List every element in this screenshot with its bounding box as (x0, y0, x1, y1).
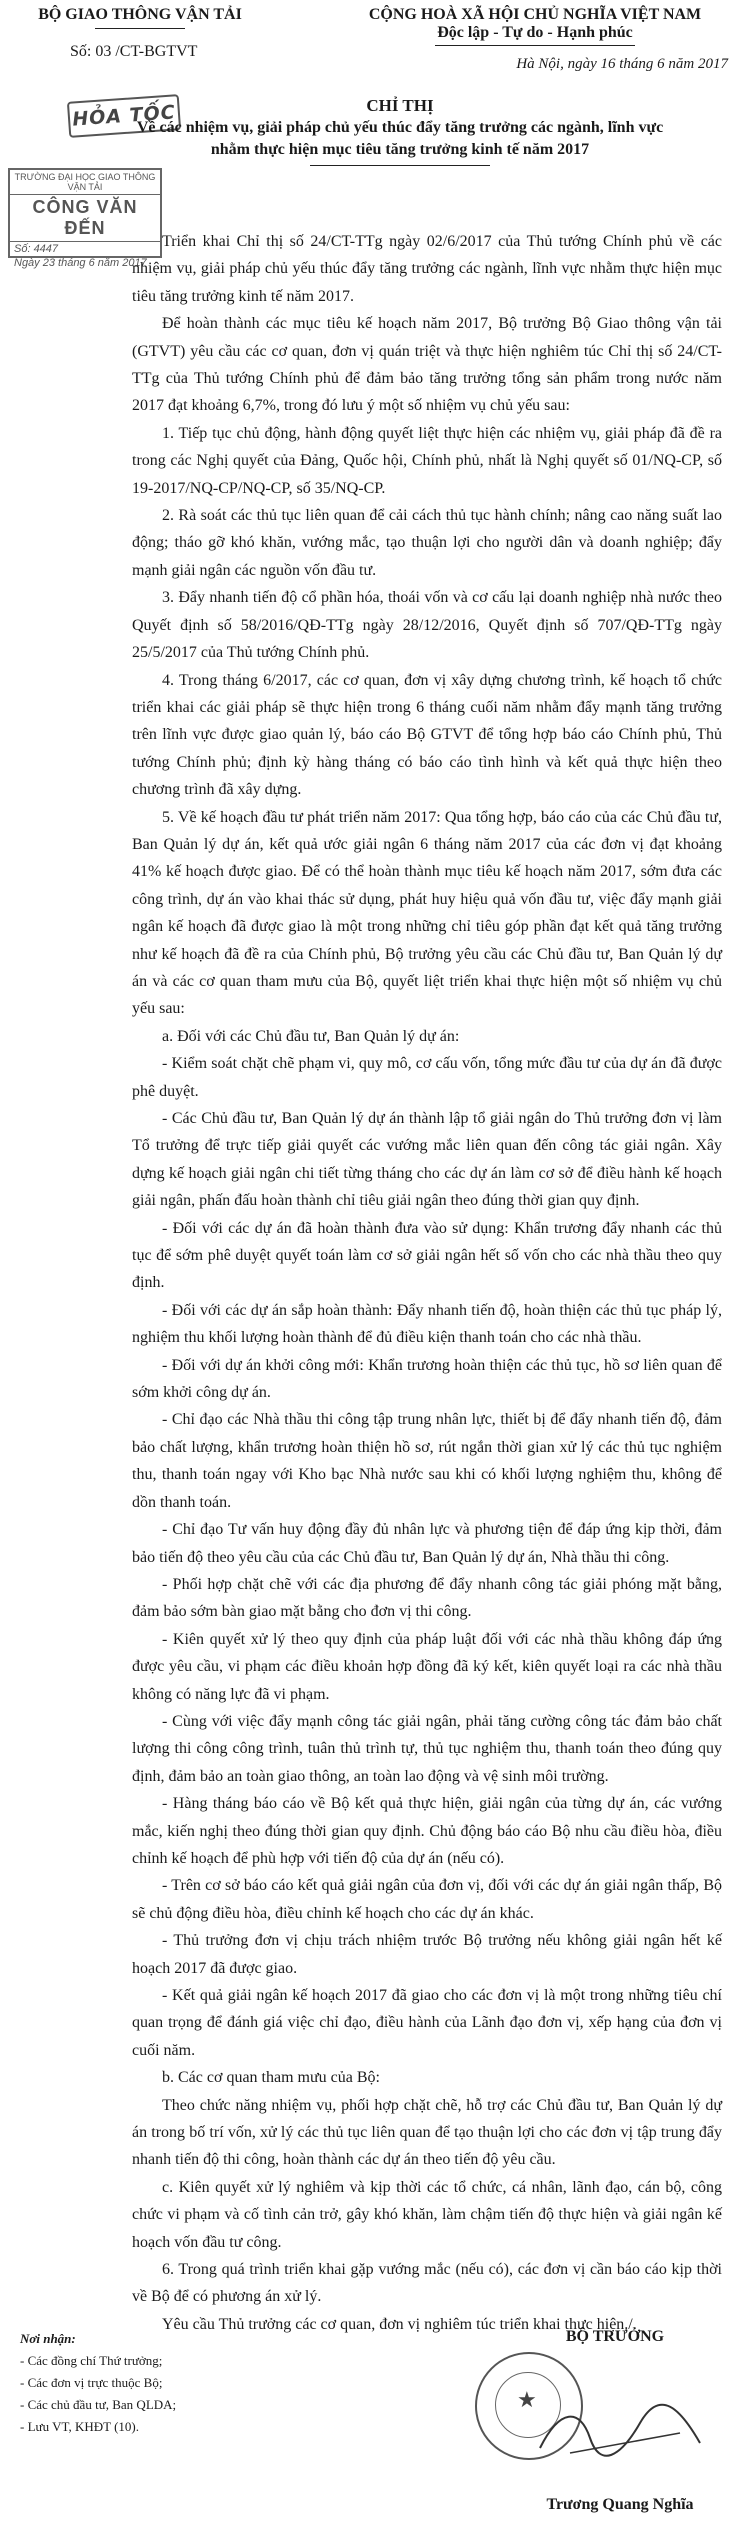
section-b-heading: b. Các cơ quan tham mưu của Bộ: (162, 2069, 380, 2087)
document-body (132, 228, 722, 2338)
bullet-paragraph: - Chỉ đạo các Nhà thầu thi công tập trung nhân lực, thiết bị để đẩy nhanh tiến độ, đảm bảo chất lượng, khẩn trương hoàn thiện hồ sơ, rút ngắn thời gian xử lý các thủ tục nghiệm thu, thanh toán ngay với Kho bạc Nhà nước sau khi có khối lượng nghiệm thu, không để dồn thanh toán. (132, 1411, 722, 1511)
closing-paragraph: Yêu cầu Thủ trưởng các cơ quan, đơn vị nghiêm túc triển khai thực hiện./. (162, 2315, 637, 2333)
received-stamp-date: Ngày 23 tháng 6 năm 2017 (14, 257, 147, 269)
header-right (330, 6, 740, 73)
document-footer (0, 2328, 750, 2526)
bullet-paragraph: - Đối với dự án khởi công mới: Khẩn trương hoàn thiện các thủ tục, hồ sơ liên quan để sớm khởi công dự án. (132, 1356, 722, 1402)
motto-divider (435, 45, 635, 46)
section-a-heading: a. Đối với các Chủ đầu tư, Ban Quản lý dự án: (162, 1027, 460, 1045)
document-date: Hà Nội, ngày 16 tháng 6 năm 2017 (516, 56, 728, 72)
received-stamp-school: TRƯỜNG ĐẠI HỌC GIAO THÔNG VẬN TẢI (10, 170, 160, 195)
recipients-block (20, 2328, 320, 2438)
bullet-paragraph: - Cùng với việc đẩy mạnh công tác giải ngân, phải tăng cường công tác đảm bảo chất lượng thi công công trình, tuân thủ trình tự, thủ tục nghiệm thu, thanh toán theo đúng quy định, đảm bảo an toàn giao thông, an toàn lao động và vệ sinh môi trường. (132, 1712, 722, 1785)
bullet-paragraph: - Hàng tháng báo cáo về Bộ kết quả thực hiện, giải ngân của từng dự án, các vướng mắc, kiến nghị theo đúng thời gian quy định. Chủ động báo cáo Bộ nhu cầu điều hòa, điều chỉnh kế hoạch để phù hợp với tiến độ của dự án (nếu có). (132, 1795, 722, 1867)
signer-role: BỘ TRƯỞNG (565, 2328, 665, 2345)
paragraph-item-3: 3. Đẩy nhanh tiến độ cổ phần hóa, thoái vốn và cơ cấu lại doanh nghiệp nhà nước theo Quyết định số 58/2016/QĐ-TTg ngày 28/12/2016, Quyết định số 707/QĐ-TTg ngày 25/5/2017 của Thủ tướng Chính phủ. (132, 589, 722, 662)
ministry-name: BỘ GIAO THÔNG VẬN TẢI (38, 6, 242, 23)
bullet-paragraph: - Phối hợp chặt chẽ với các địa phương để đẩy nhanh công tác giải phóng mặt bằng, đảm bảo sớm bàn giao mặt bằng cho đơn vị thi công. (132, 1575, 722, 1621)
recipients-heading: Nơi nhận: (20, 2331, 76, 2346)
document-type: CHỈ THỊ (366, 96, 434, 115)
received-stamp-title: CÔNG VĂN ĐẾN (10, 195, 160, 242)
paragraph-item-4: 4. Trong tháng 6/2017, các cơ quan, đơn vị xây dựng chương trình, kế hoạch tổ chức triển khai các giải pháp sẽ thực hiện trong 6 tháng cuối năm nhằm đẩy mạnh tăng trưởng trên lĩnh vực được giao quản lý, báo cáo Bộ GTVT để tổng hợp báo cáo Chính phủ, Thủ tướng Chính phủ; định kỳ hàng tháng có báo cáo tình hình và kết quả thực hiện theo chương trình đã xây dựng. (132, 671, 722, 799)
header-left (20, 6, 260, 61)
bullet-paragraph: - Đối với các dự án sắp hoàn thành: Đẩy nhanh tiến độ, hoàn thiện các thủ tục pháp lý, nghiệm thu khối lượng hoàn thành để đủ điều kiện thanh toán cho các nhà thầu. (132, 1301, 722, 1347)
subject-line-2: nhằm thực hiện mục tiêu tăng trưởng kinh tế năm 2017 (210, 141, 590, 158)
signer-name: Trương Quang Nghĩa (546, 2496, 694, 2513)
paragraph-item-6: 6. Trong quá trình triển khai gặp vướng mắc (nếu có), các đơn vị cần báo cáo kịp thời về Bộ để có phương án xử lý. (132, 2261, 722, 2306)
bullet-paragraph: - Đối với các dự án đã hoàn thành đưa vào sử dụng: Khẩn trương đẩy nhanh các thủ tục để sớm phê duyệt quyết toán làm cơ sở giải ngân hết số vốn cho các nhà thầu theo quy định. (132, 1219, 722, 1292)
bullet-paragraph: - Kiểm soát chặt chẽ phạm vi, quy mô, cơ cấu vốn, tổng mức đầu tư của dự án đã được phê duyệt. (132, 1055, 722, 1100)
recipient-item: - Lưu VT, KHĐT (10). (20, 2419, 139, 2434)
national-title: CỘNG HOÀ XÃ HỘI CHỦ NGHĨA VIỆT NAM (368, 6, 702, 23)
title-block (80, 90, 720, 166)
urgent-stamp: HỎA TỐC (67, 94, 181, 138)
bullet-paragraph: - Các Chủ đầu tư, Ban Quản lý dự án thành lập tổ giải ngân do Thủ trưởng đơn vị làm Tổ trưởng để trực tiếp giải quyết các vướng mắc liên quan đến công tác giải ngân. Xây dựng kế hoạch giải ngân chi tiết từng tháng cho các dự án làm cơ sở để điều hành kế hoạch giải ngân, phấn đấu hoàn thành chỉ tiêu giải ngân theo đúng thời gian quy định. (132, 1110, 722, 1210)
section-b-paragraph: Theo chức năng nhiệm vụ, phối hợp chặt chẽ, hỗ trợ các Chủ đầu tư, Ban Quản lý dự án trong bố trí vốn, xử lý các thủ tục liên quan để tạo thuận lợi cho các đơn vị tập trung đẩy nhanh tiến độ thi công, hoàn thành các dự án theo tiến độ yêu cầu. (132, 2096, 722, 2169)
bullet-paragraph: - Thủ trưởng đơn vị chịu trách nhiệm trước Bộ trưởng nếu không giải ngân hết kế hoạch 2017 đã được giao. (132, 1932, 722, 1977)
bullet-paragraph: - Kết quả giải ngân kế hoạch 2017 đã giao cho các đơn vị là một trong những tiêu chí quan trọng để đánh giá việc chỉ đạo, điều hành của Lãnh đạo đơn vị, xếp hạng của đơn vị cuối năm. (132, 1987, 722, 2059)
document-number: Số: 03 /CT-BGTVT (70, 43, 198, 60)
paragraph-item-2: 2. Rà soát các thủ tục liên quan để cải cách thủ tục hành chính; nâng cao năng suất lao động; tháo gỡ khó khăn, vướng mắc, tạo thuận lợi cho người dân và doanh nghiệp; đẩy mạnh giải ngân các nguồn vốn đầu tư. (132, 507, 722, 579)
header-divider (95, 28, 185, 29)
paragraph-intro: Triển khai Chỉ thị số 24/CT-TTg ngày 02/6/2017 của Thủ tướng Chính phủ về các nhiệm vụ, giải pháp chủ yếu thúc đẩy tăng trưởng các ngành, lĩnh vực nhằm thực hiện mục tiêu tăng trưởng kinh tế năm 2017. (132, 233, 722, 305)
seal-star-icon: ★ (517, 2388, 537, 2413)
signer-block (500, 2328, 730, 2346)
paragraph-item-1: 1. Tiếp tục chủ động, hành động quyết liệt thực hiện các nhiệm vụ, giải pháp đã đề ra trong các Nghị quyết của Đảng, Quốc hội, Chính phủ, nhất là Nghị quyết số 01/NQ-CP, số 19-2017/NQ-CP/NQ-CP, số 35/NQ-CP. (132, 424, 722, 497)
bullet-paragraph: - Chỉ đạo Tư vấn huy động đầy đủ nhân lực và phương tiện để đáp ứng kịp thời, đảm bảo tiến độ theo yêu cầu của các Chủ đầu tư, Ban Quản lý dự án, Nhà thầu thi công. (132, 1521, 722, 1566)
received-stamp-number: Số: 4447 (14, 243, 59, 255)
section-c-paragraph: c. Kiên quyết xử lý nghiêm và kịp thời các tổ chức, cá nhân, lãnh đạo, cán bộ, công chức vi phạm và cố tình cản trở, gây khó khăn, làm chậm tiến độ thực hiện và giải ngân kế hoạch vốn đầu tư công. (132, 2178, 722, 2251)
document-header (0, 6, 750, 96)
bullet-paragraph: - Kiên quyết xử lý theo quy định của pháp luật đối với các nhà thầu không đáp ứng được yêu cầu, vi phạm các điều khoản hợp đồng đã ký kết, kiên quyết loại ra các nhà thầu không có năng lực đã vi phạm. (132, 1630, 722, 1703)
national-motto: Độc lập - Tự do - Hạnh phúc (437, 24, 633, 41)
title-divider (310, 165, 490, 166)
recipient-item: - Các đơn vị trực thuộc Bộ; (20, 2375, 163, 2390)
paragraph-requirements: Để hoàn thành các mục tiêu kế hoạch năm 2017, Bộ trưởng Bộ Giao thông vận tải (GTVT) yêu cầu các cơ quan, đơn vị quán triệt và thực hiện nghiêm túc Chỉ thị số 24/CT-TTg của Thủ tướng Chính phủ để đảm bảo tăng trưởng tổng sản phẩm trong nước năm 2017 đạt khoảng 6,7%, trong đó lưu ý một số nhiệm vụ chủ yếu sau: (132, 315, 722, 415)
subject-line-1: Về các nhiệm vụ, giải pháp chủ yếu thúc đẩy tăng trưởng các ngành, lĩnh vực (136, 119, 664, 136)
recipient-item: - Các chủ đầu tư, Ban QLDA; (20, 2397, 177, 2412)
paragraph-item-5: 5. Về kế hoạch đầu tư phát triển năm 2017: Qua tổng hợp, báo cáo của các Chủ đầu tư, Ban Quản lý dự án, kết quả ước giải ngân 6 tháng năm 2017 của các đơn vị đạt khoảng 41% kế hoạch được giao. Để có thể hoàn thành mục tiêu kế hoạch năm 2017, sớm đưa các công trình, dự án vào khai thác sử dụng, phát huy hiệu quả vốn đầu tư, việc đẩy mạnh giải ngân kế hoạch đã được giao là một trong những chỉ tiêu góp phần đạt kết quả tăng trưởng như kế hoạch đã đề ra của Chính phủ, Bộ trưởng yêu cầu các Chủ đầu tư, Ban Quản lý dự án và các cơ quan tham mưu của Bộ, quyết liệt triển khai thực hiện một số nhiệm vụ chủ yếu sau: (132, 808, 722, 1018)
bullet-paragraph: - Trên cơ sở báo cáo kết quả giải ngân của đơn vị, đối với các dự án giải ngân thấp, Bộ sẽ chủ động điều hòa, điều chỉnh kế hoạch cho các dự án khác. (132, 1877, 722, 1922)
handwritten-signature-icon (530, 2398, 710, 2468)
recipient-item: - Các đồng chí Thứ trưởng; (20, 2353, 163, 2368)
